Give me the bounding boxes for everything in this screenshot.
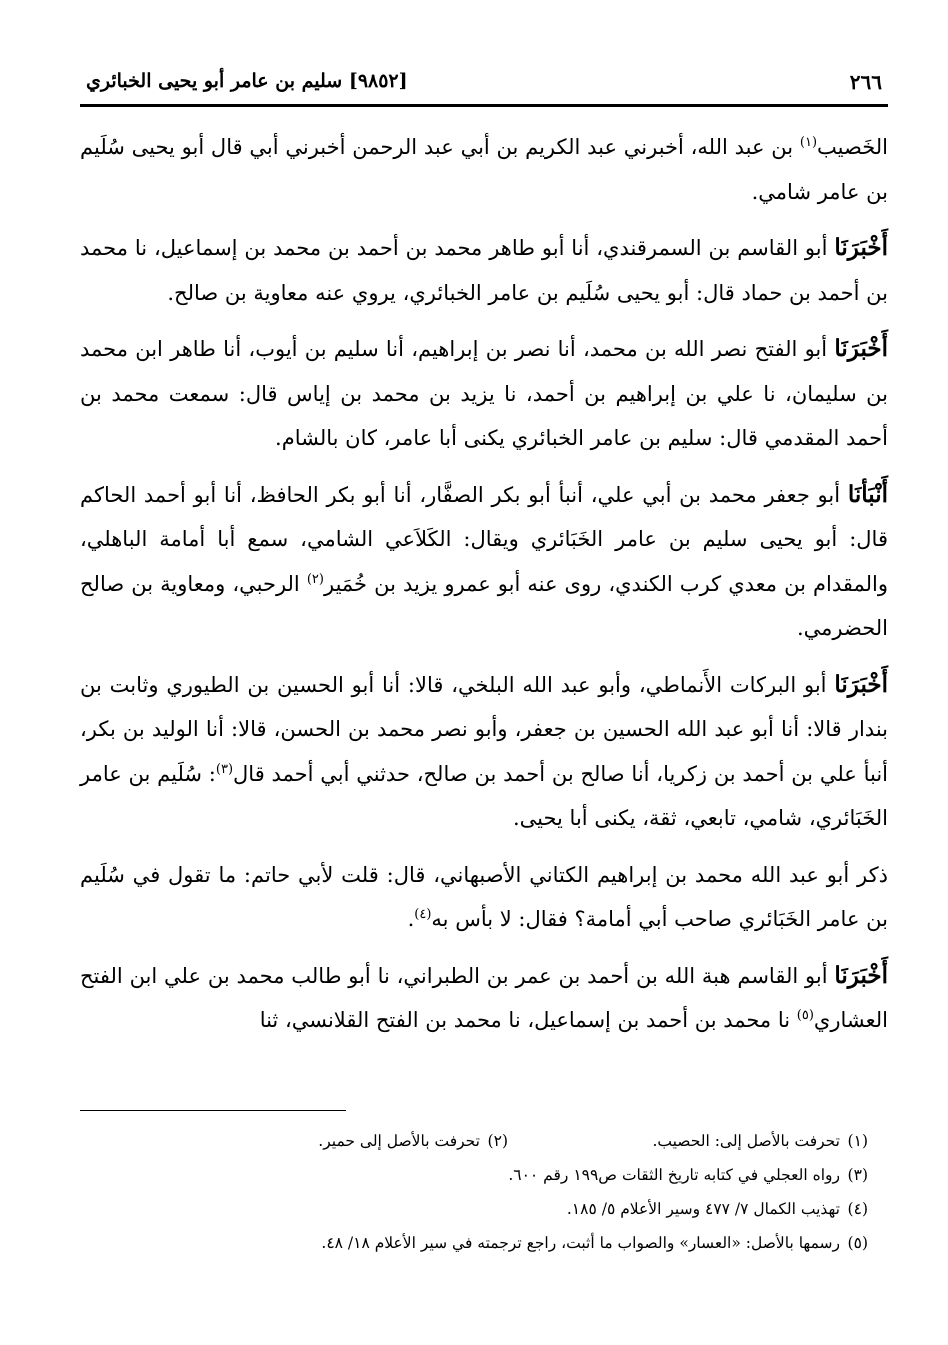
footnote-row bbox=[80, 1124, 888, 1158]
footnote-3: (٣)رواه العجلي في كتابه تاريخ الثقات ص١٩٩ رقم ٦٠٠. bbox=[508, 1166, 868, 1184]
footnote-1: (١)تحرفت بالأصل إلى: الحصيب. bbox=[652, 1132, 868, 1150]
footnote-ref-1: (١) bbox=[799, 135, 818, 150]
page-header bbox=[80, 60, 888, 107]
footnote-ref-3: (٣) bbox=[215, 761, 234, 777]
isnad-lead: أَخْبَرَنَا bbox=[834, 335, 888, 362]
paragraph-6: ذكر أبو عبد الله محمد بن إبراهيم الكتاني الأصبهاني، قال: قلت لأبي حاتم: ما تقول في سُلَيم بن عامر الخَبَائري صاحب أبي أمامة؟ فقال: لا بأس به$^{(٤)}$. bbox=[80, 862, 888, 931]
footnote-divider bbox=[80, 1110, 346, 1111]
isnad-lead: أَنْبَأنَا bbox=[847, 480, 888, 508]
footnote-2: (٢)تحرفت بالأصل إلى حمير. bbox=[318, 1132, 508, 1150]
paragraph-2: أَخْبَرَنَا أبو القاسم بن السمرقندي، أنا أبو طاهر محمد بن أحمد بن محمد بن إسماعيل، نا محمد بن أحمد بن حماد قال: أبو يحيى سُلَيم بن عامر الخبائري، يروي عنه معاوية بن صالح. bbox=[80, 234, 888, 305]
main-text bbox=[80, 125, 888, 1043]
footnote-ref-4: (٤) bbox=[414, 907, 432, 922]
running-title: [٩٨٥٢] سليم بن عامر أبو يحيى الخبائري bbox=[86, 70, 408, 92]
footnote-ref-5: (٥) bbox=[796, 1008, 814, 1023]
paragraph-1: الخَصيب$^{(١)}$ بن عبد الله، أخبرني عبد الكريم بن أبي عبد الرحمن أخبرني أبي قال أبو يحيى سُلَيم بن عامر شامي. bbox=[80, 135, 888, 204]
isnad-lead: أَخْبَرَنَا bbox=[834, 234, 888, 261]
footnote-ref-2: (٢) bbox=[306, 571, 324, 587]
footnotes bbox=[80, 1124, 888, 1260]
paragraph-5: أَخْبَرَنَا أبو البركات الأَنماطي، وأبو عبد الله البلخي، قالا: أنا أبو الحسين بن الطيوري وثابت بن بندار قالا: أنا أبو عبد الله الحسين بن جعفر، وأبو نصر محمد بن الحسن، قالا: أنا الوليد بن بكر، أنبأ علي بن أحمد بن زكريا، أنا صالح بن أحمد بن صالح، حدثني أبي أحمد قال$^{(٣)}$: سُلَيم بن عامر الخَبَائري، شامي، تابعي، ثقة، يكنى أبا يحيى. bbox=[80, 670, 888, 830]
footnote-4: (٤)تهذيب الكمال ٧/ ٤٧٧ وسير الأعلام ٥/ ١٨٥. bbox=[566, 1200, 868, 1218]
paragraph-4: أَنْبَأنَا أبو جعفر محمد بن أبي علي، أنبأ أبو بكر الصفَّار، أنا أبو بكر الحافظ، أنا أبو أحمد الحاكم قال: أبو يحيى سليم بن عامر الخَبَائري ويقال: الكَلاَعي الشامي، سمع أبا أمامة الباهلي، والمقدام بن معدي كرب الكندي، روى عنه أبو عمرو يزيد بن خُمَير$^{(٢)}$ الرحبي، ومعاوية بن صالح الحضرمي. bbox=[80, 480, 888, 640]
paragraph-3: أَخْبَرَنَا أبو الفتح نصر الله بن محمد، أنا نصر بن إبراهيم، أنا سليم بن أيوب، أنا طاهر ابن محمد بن سليمان، نا علي بن إبراهيم بن أحمد، نا يزيد بن محمد بن إياس قال: سمعت محمد بن أحمد المقدمي قال: سليم بن عامر الخبائري يكنى أبا عامر، كان بالشام. bbox=[80, 335, 888, 450]
footnote-5: (٥)رسمها بالأصل: «العسار» والصواب ما أثبت، راجع ترجمته في سير الأعلام ١٨/ ٤٨. bbox=[321, 1234, 868, 1252]
isnad-lead: أَخْبَرَنَا bbox=[834, 961, 888, 989]
paragraph-7: أَخْبَرَنَا أبو القاسم هبة الله بن أحمد بن عمر بن الطبراني، نا أبو طالب محمد بن علي ابن الفتح العشاري$^{(٥)}$ نا محمد بن أحمد بن إسماعيل، نا محمد بن الفتح القلانسي، ثنا bbox=[80, 961, 888, 1032]
page-number: ٢٦٦ bbox=[849, 70, 882, 94]
isnad-lead: أَخْبَرَنَا bbox=[834, 670, 888, 698]
book-page bbox=[80, 60, 888, 1055]
